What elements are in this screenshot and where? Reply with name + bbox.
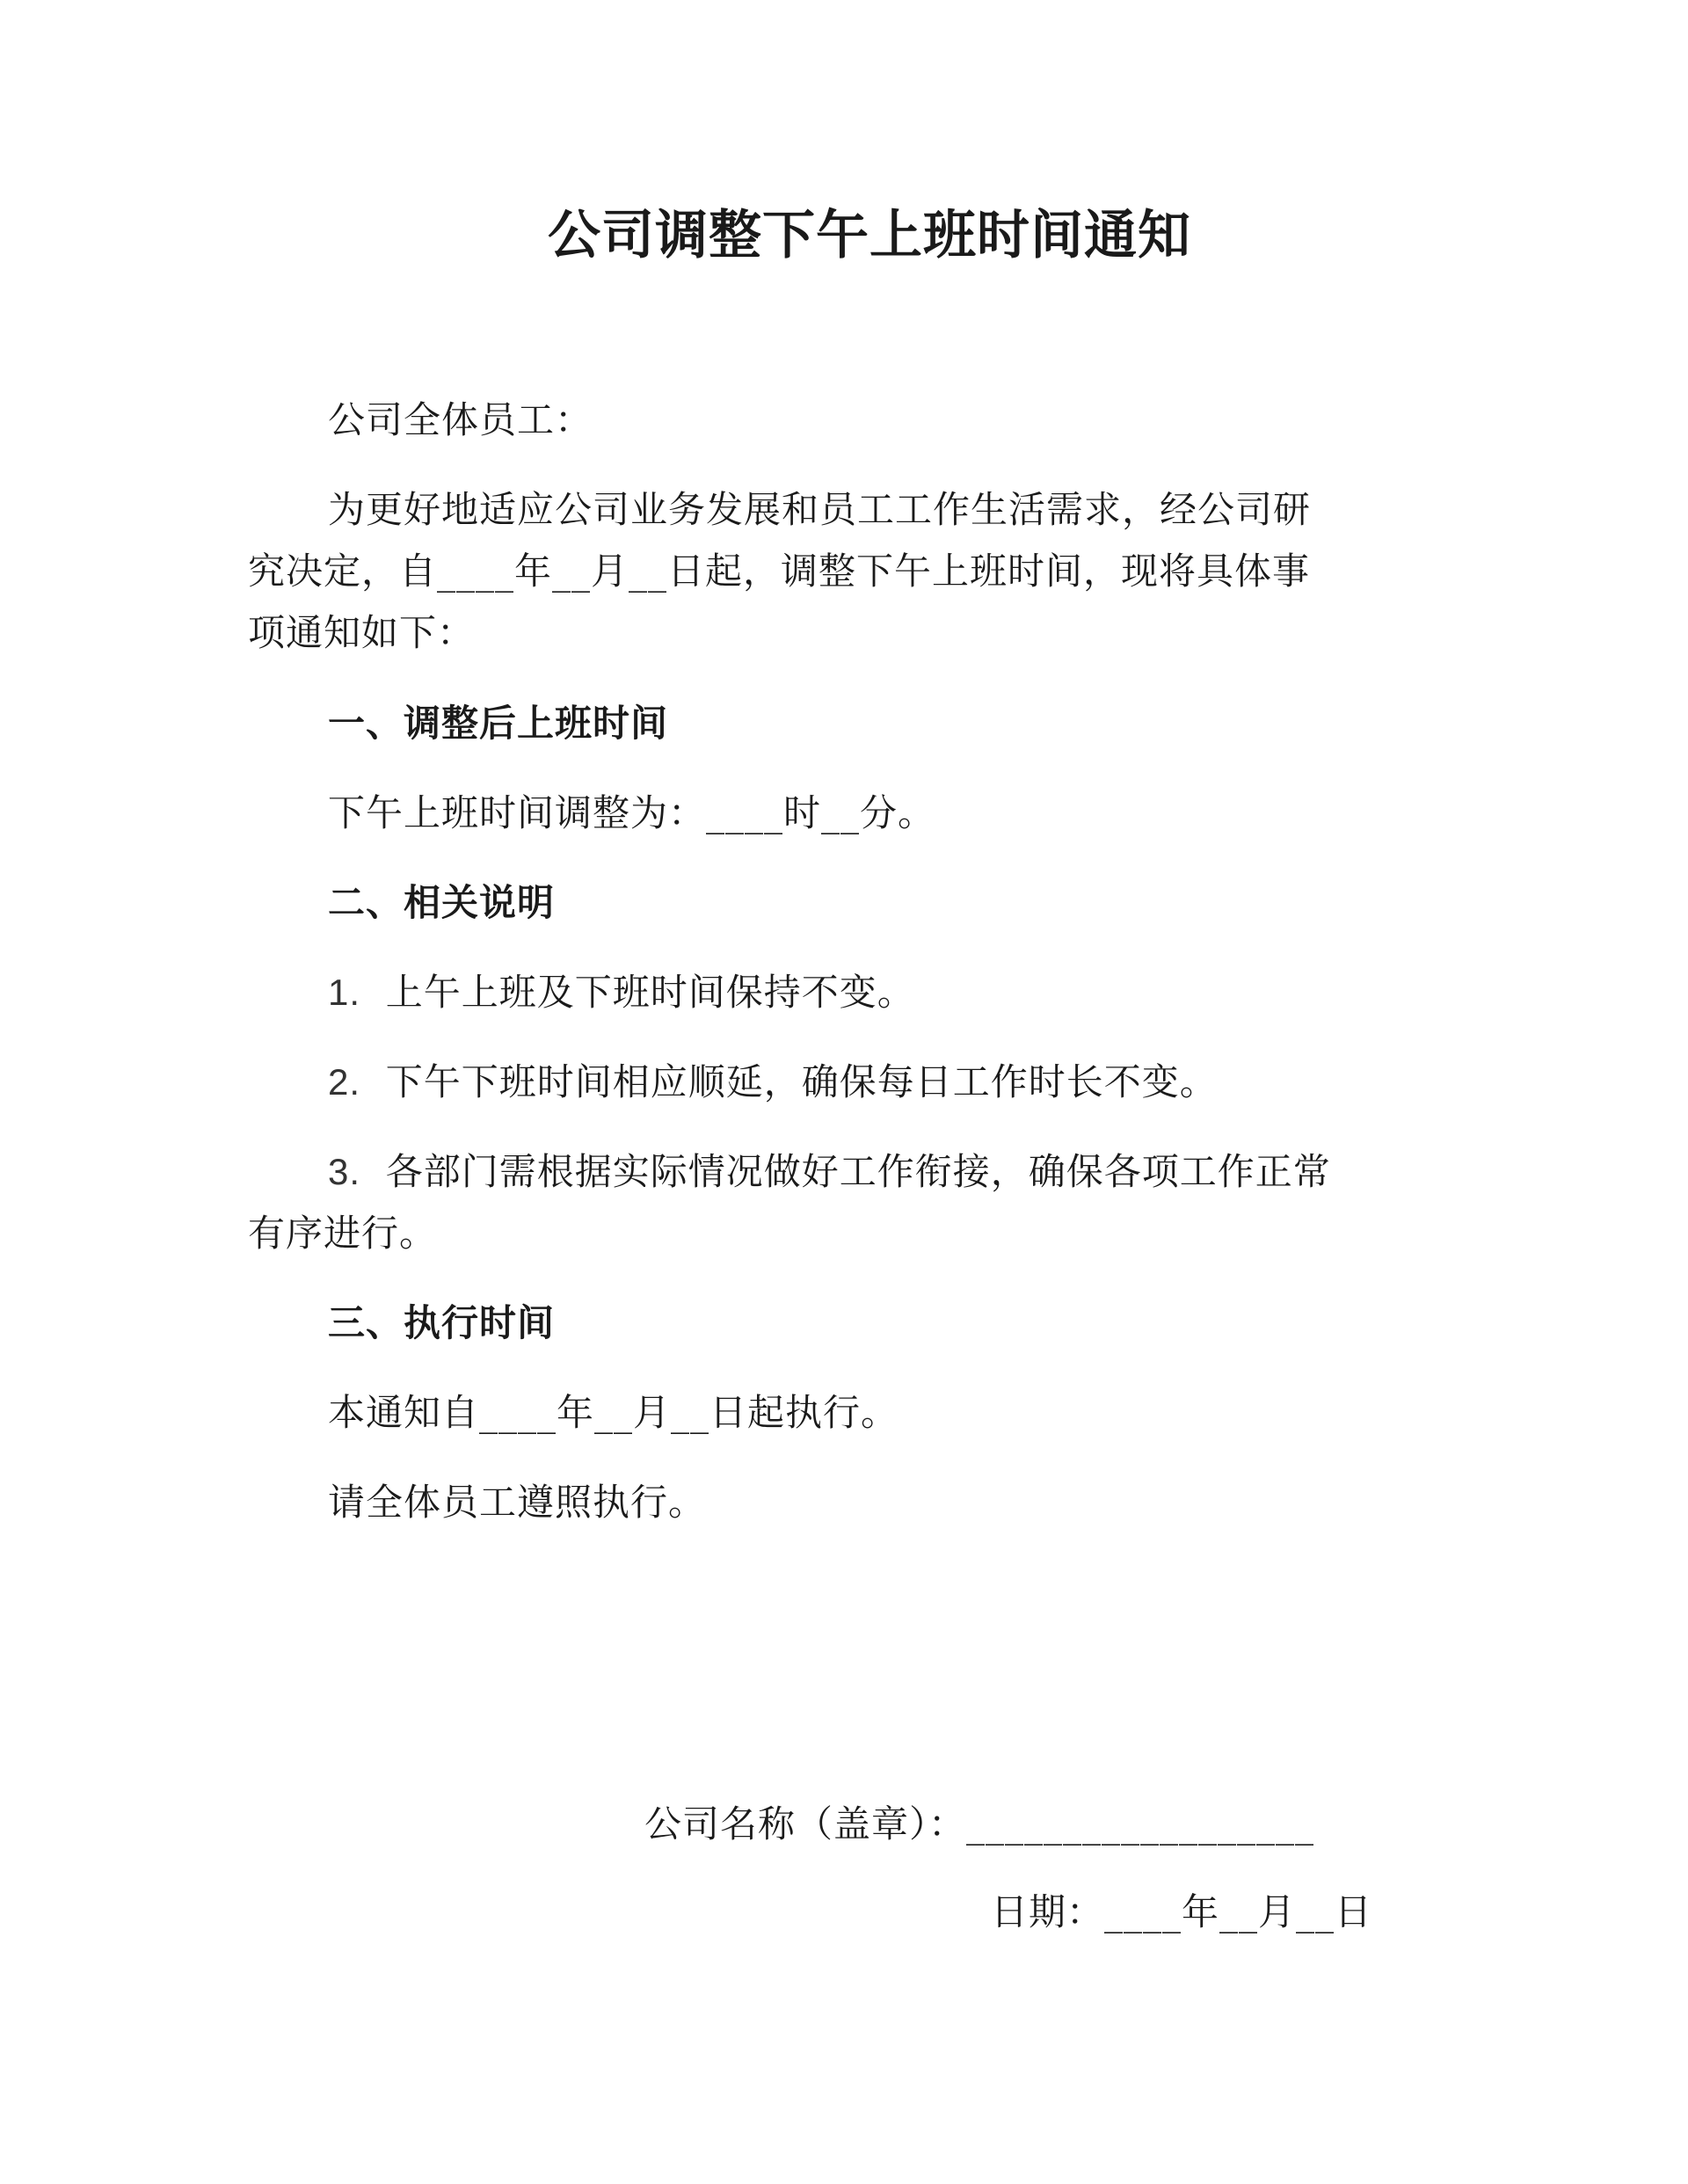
section-1-heading: 一、调整后上班时间 (328, 702, 669, 745)
section-3-heading: 三、执行时间 (328, 1301, 556, 1344)
section-2-heading: 二、相关说明 (328, 881, 556, 924)
signature-company: 公司名称（盖章）：__________________ (644, 1802, 1315, 1845)
list-item-text: 下午下班时间相应顺延，确保每日工作时长不变。 (385, 1060, 1218, 1103)
list-item-number: 2. (328, 1061, 361, 1103)
signature-date: 日期：____年__月__日 (991, 1890, 1373, 1933)
section-1-body: 下午上班时间调整为：____时__分。 (328, 791, 936, 834)
list-item (328, 1141, 1331, 1203)
list-item-text: 上午上班及下班时间保持不变。 (385, 971, 915, 1014)
list-item (328, 962, 915, 1023)
list-item-text: 各部门需根据实际情况做好工作衔接，确保各项工作正常 (385, 1150, 1331, 1193)
list-item (328, 1052, 1218, 1113)
closing-line: 请全体员工遵照执行。 (328, 1481, 707, 1524)
document-title: 公司调整下午上班时间通知 (548, 205, 1191, 266)
section-3-body: 本通知自____年__月__日起执行。 (328, 1391, 899, 1434)
list-item-continuation: 有序进行。 (248, 1212, 438, 1255)
intro-line-3: 项通知如下： (248, 611, 476, 654)
intro-line-1: 为更好地适应公司业务发展和员工工作生活需求，经公司研 (328, 488, 1312, 531)
list-item-number: 1. (328, 972, 361, 1013)
intro-line-2: 究决定，自____年__月__日起，调整下午上班时间，现将具体事 (248, 550, 1311, 593)
list-item-number: 3. (328, 1151, 361, 1192)
salutation: 公司全体员工： (328, 398, 593, 441)
